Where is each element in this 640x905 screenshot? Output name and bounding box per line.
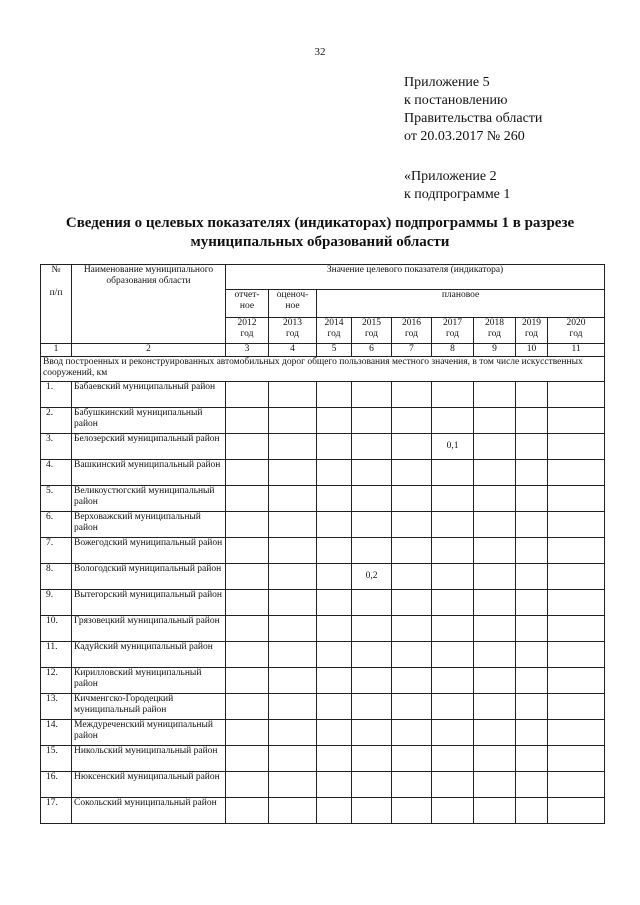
indicator-value-cell bbox=[392, 772, 432, 798]
column-number-cell: 2 bbox=[72, 344, 226, 357]
indicator-value-cell bbox=[474, 434, 516, 460]
header-year-unit: год bbox=[405, 329, 418, 339]
indicator-value-cell bbox=[226, 460, 269, 486]
indicator-value-cell bbox=[317, 642, 352, 668]
indicator-value-cell bbox=[432, 512, 474, 538]
indicator-value-cell bbox=[226, 798, 269, 824]
indicator-value-cell bbox=[432, 694, 474, 720]
appendix-line: Приложение 5 bbox=[404, 75, 490, 90]
header-reported-cell: отчет-ное bbox=[226, 290, 269, 318]
header-year-cell bbox=[392, 318, 432, 344]
indicator-value-cell bbox=[516, 564, 548, 590]
indicator-value-cell bbox=[392, 538, 432, 564]
indicator-value-cell bbox=[474, 642, 516, 668]
row-number: 3. bbox=[41, 434, 72, 460]
indicator-value-cell bbox=[226, 720, 269, 746]
indicator-value-cell bbox=[432, 798, 474, 824]
indicator-value-cell bbox=[548, 798, 605, 824]
indicator-value-cell bbox=[392, 564, 432, 590]
indicator-value-cell bbox=[352, 590, 392, 616]
indicator-value-cell bbox=[269, 616, 317, 642]
header-year-cell bbox=[548, 318, 605, 344]
indicator-value-cell bbox=[226, 434, 269, 460]
indicator-value-cell bbox=[548, 564, 605, 590]
municipality-name: Кадуйский муниципальный район bbox=[72, 642, 226, 668]
indicator-value-cell bbox=[432, 616, 474, 642]
indicator-value-cell bbox=[226, 590, 269, 616]
indicator-value-cell bbox=[317, 616, 352, 642]
appendix-line: от 20.03.2017 № 260 bbox=[404, 129, 525, 144]
indicator-value-cell bbox=[392, 434, 432, 460]
indicator-value-cell bbox=[392, 512, 432, 538]
municipality-name: Вашкинский муниципальный район bbox=[72, 460, 226, 486]
table-row bbox=[41, 746, 605, 772]
indicator-value-cell bbox=[432, 746, 474, 772]
header-num-symbol: № bbox=[51, 265, 61, 275]
indicator-value-cell bbox=[548, 694, 605, 720]
row-number: 17. bbox=[41, 798, 72, 824]
header-planned-cell: плановое bbox=[317, 290, 605, 318]
header-year-cell bbox=[432, 318, 474, 344]
table-row bbox=[41, 720, 605, 746]
indicator-value-cell bbox=[226, 746, 269, 772]
table-row bbox=[41, 486, 605, 512]
indicator-value-cell bbox=[226, 642, 269, 668]
indicator-value-cell bbox=[548, 434, 605, 460]
indicator-value-cell bbox=[548, 616, 605, 642]
indicator-value-cell bbox=[352, 668, 392, 694]
column-number-cell: 11 bbox=[548, 344, 605, 357]
indicator-value-cell bbox=[516, 616, 548, 642]
column-number-cell: 7 bbox=[392, 344, 432, 357]
indicator-value-cell bbox=[269, 798, 317, 824]
indicator-value-cell bbox=[226, 382, 269, 408]
row-number: 9. bbox=[41, 590, 72, 616]
indicator-value-cell bbox=[516, 798, 548, 824]
indicator-value-cell bbox=[474, 590, 516, 616]
indicator-value-cell bbox=[317, 512, 352, 538]
indicator-value-cell bbox=[516, 694, 548, 720]
indicator-value-cell bbox=[269, 512, 317, 538]
indicator-value-cell bbox=[516, 642, 548, 668]
title-line: Сведения о целевых показателях (индикаторах) подпрограммы 1 в разрезе bbox=[65, 215, 575, 231]
page-number: 32 bbox=[314, 46, 326, 58]
indicator-value-cell bbox=[548, 382, 605, 408]
indicator-value-cell bbox=[516, 668, 548, 694]
indicator-value-cell bbox=[269, 408, 317, 434]
indicator-value-cell bbox=[548, 512, 605, 538]
row-number: 6. bbox=[41, 512, 72, 538]
indicator-value-cell bbox=[474, 512, 516, 538]
indicator-value-cell bbox=[352, 720, 392, 746]
municipality-name: Верховажский муниципальный район bbox=[72, 512, 226, 538]
indicator-value-cell bbox=[269, 434, 317, 460]
indicator-value-cell bbox=[432, 668, 474, 694]
municipality-name: Белозерский муниципальный район bbox=[72, 434, 226, 460]
header-year: 2018 bbox=[485, 318, 504, 328]
indicator-value-cell bbox=[317, 772, 352, 798]
indicator-value-cell bbox=[352, 694, 392, 720]
indicator-value-cell bbox=[548, 460, 605, 486]
appendix-gap bbox=[404, 146, 542, 168]
indicator-value-cell bbox=[474, 668, 516, 694]
indicator-value-cell bbox=[474, 798, 516, 824]
row-number: 16. bbox=[41, 772, 72, 798]
indicator-value-cell bbox=[317, 408, 352, 434]
header-year-unit: год bbox=[286, 329, 299, 339]
indicator-value-cell bbox=[516, 538, 548, 564]
indicator-value-cell bbox=[548, 772, 605, 798]
indicator-value-cell bbox=[269, 564, 317, 590]
indicator-value-cell bbox=[392, 460, 432, 486]
municipality-name: Великоустюгский муниципальный район bbox=[72, 486, 226, 512]
row-number: 13. bbox=[41, 694, 72, 720]
indicator-value-cell bbox=[352, 746, 392, 772]
indicator-value-cell bbox=[317, 434, 352, 460]
appendix-line: Правительства области bbox=[404, 111, 543, 126]
indicator-value-cell bbox=[392, 668, 432, 694]
indicator-value-cell bbox=[317, 590, 352, 616]
indicator-value-cell bbox=[432, 720, 474, 746]
indicator-value-cell bbox=[432, 642, 474, 668]
municipality-name: Вожегодский муниципальный район bbox=[72, 538, 226, 564]
indicator-value-cell bbox=[352, 486, 392, 512]
indicator-value-cell bbox=[352, 408, 392, 434]
indicator-value-cell bbox=[432, 772, 474, 798]
table-row bbox=[41, 694, 605, 720]
indicator-value-cell bbox=[317, 668, 352, 694]
indicator-value-cell bbox=[516, 772, 548, 798]
indicator-value-cell bbox=[269, 668, 317, 694]
indicator-value-cell bbox=[317, 694, 352, 720]
indicator-value-cell bbox=[269, 694, 317, 720]
municipality-name: Кичменгско-Городецкий муниципальный район bbox=[72, 694, 226, 720]
indicator-value-cell bbox=[226, 512, 269, 538]
header-year-unit: год bbox=[365, 329, 378, 339]
table-row bbox=[41, 668, 605, 694]
header-year-unit: год bbox=[488, 329, 501, 339]
column-number-cell: 6 bbox=[352, 344, 392, 357]
header-row-top bbox=[41, 265, 605, 290]
indicator-value-cell bbox=[317, 746, 352, 772]
table-row bbox=[41, 798, 605, 824]
indicator-value-cell bbox=[392, 642, 432, 668]
row-number: 11. bbox=[41, 642, 72, 668]
indicator-value-cell bbox=[392, 486, 432, 512]
indicator-value-cell bbox=[352, 642, 392, 668]
header-name-cell: Наименование муниципального образования области bbox=[72, 265, 226, 344]
municipality-name: Никольский муниципальный район bbox=[72, 746, 226, 772]
indicator-value-cell bbox=[548, 486, 605, 512]
indicator-value-cell bbox=[516, 382, 548, 408]
municipality-name: Бабушкинский муниципальный район bbox=[72, 408, 226, 434]
indicator-value-cell bbox=[226, 486, 269, 512]
municipality-name: Сокольский муниципальный район bbox=[72, 798, 226, 824]
indicator-value-cell bbox=[269, 460, 317, 486]
municipality-name: Бабаевский муниципальный район bbox=[72, 382, 226, 408]
indicator-value-cell bbox=[226, 538, 269, 564]
header-year: 2020 bbox=[566, 318, 586, 328]
header-year-cell bbox=[516, 318, 548, 344]
row-number: 15. bbox=[41, 746, 72, 772]
table-row bbox=[41, 538, 605, 564]
row-number: 5. bbox=[41, 486, 72, 512]
indicator-value-cell bbox=[432, 460, 474, 486]
indicator-value-cell bbox=[474, 382, 516, 408]
indicator-value-cell bbox=[548, 720, 605, 746]
indicator-value-cell bbox=[548, 408, 605, 434]
table-row bbox=[41, 434, 605, 460]
header-year-cell bbox=[226, 318, 269, 344]
document-title bbox=[40, 214, 600, 252]
indicator-value-cell: 0,1 bbox=[432, 434, 474, 460]
header-row-column-numbers bbox=[41, 344, 605, 357]
header-year: 2017 bbox=[443, 318, 462, 328]
header-year: 2015 bbox=[362, 318, 381, 328]
indicator-value-cell bbox=[474, 538, 516, 564]
column-number-cell: 5 bbox=[317, 344, 352, 357]
indicator-value-cell bbox=[352, 382, 392, 408]
indicator-value-cell bbox=[474, 746, 516, 772]
table-row bbox=[41, 590, 605, 616]
appendix-line: к постановлению bbox=[404, 93, 508, 108]
header-year: 2014 bbox=[324, 318, 344, 328]
header-estimated-cell: оценоч-ное bbox=[269, 290, 317, 318]
header-year-unit: год bbox=[327, 329, 341, 339]
indicator-value-cell bbox=[269, 772, 317, 798]
header-year: 2013 bbox=[283, 318, 302, 328]
appendix-line: к подпрограмме 1 bbox=[404, 187, 511, 202]
row-number: 2. bbox=[41, 408, 72, 434]
indicator-value-cell bbox=[317, 720, 352, 746]
municipality-name: Междуреченский муниципальный район bbox=[72, 720, 226, 746]
section-row bbox=[41, 357, 605, 382]
indicator-value-cell bbox=[352, 460, 392, 486]
indicator-value-cell bbox=[548, 642, 605, 668]
indicator-value-cell bbox=[269, 486, 317, 512]
indicator-value-cell bbox=[516, 720, 548, 746]
indicator-value-cell bbox=[516, 460, 548, 486]
header-year-cell bbox=[269, 318, 317, 344]
indicator-value-cell bbox=[474, 694, 516, 720]
indicator-value-cell bbox=[432, 564, 474, 590]
indicator-value-cell bbox=[269, 538, 317, 564]
indicator-value-cell bbox=[226, 694, 269, 720]
municipality-name: Кирилловский муниципальный район bbox=[72, 668, 226, 694]
indicator-value-cell bbox=[392, 590, 432, 616]
appendix-block bbox=[404, 74, 542, 204]
table-row bbox=[41, 382, 605, 408]
header-year-unit: год bbox=[569, 329, 583, 339]
indicator-value-cell bbox=[432, 590, 474, 616]
indicator-value-cell bbox=[474, 408, 516, 434]
column-number-cell: 10 bbox=[516, 344, 548, 357]
table-row bbox=[41, 564, 605, 590]
indicator-value-cell bbox=[317, 460, 352, 486]
indicator-value-cell bbox=[548, 590, 605, 616]
indicator-value-cell bbox=[352, 798, 392, 824]
table-row bbox=[41, 616, 605, 642]
indicator-value-cell bbox=[392, 746, 432, 772]
header-value-cell: Значение целевого показателя (индикатора) bbox=[226, 265, 605, 290]
indicator-value-cell bbox=[269, 746, 317, 772]
indicator-value-cell bbox=[516, 512, 548, 538]
municipality-name: Вологодский муниципальный район bbox=[72, 564, 226, 590]
indicator-value-cell bbox=[516, 486, 548, 512]
indicator-value-cell bbox=[352, 538, 392, 564]
indicator-value-cell bbox=[432, 538, 474, 564]
indicator-value-cell bbox=[226, 668, 269, 694]
indicator-value-cell bbox=[317, 564, 352, 590]
municipality-name: Вытегорский муниципальный район bbox=[72, 590, 226, 616]
indicator-value-cell bbox=[226, 616, 269, 642]
header-year-unit: год bbox=[240, 329, 254, 339]
indicator-value-cell bbox=[432, 486, 474, 512]
header-year: 2016 bbox=[402, 318, 421, 328]
indicator-value-cell bbox=[474, 564, 516, 590]
indicator-value-cell bbox=[226, 564, 269, 590]
row-number: 4. bbox=[41, 460, 72, 486]
row-number: 10. bbox=[41, 616, 72, 642]
indicator-value-cell bbox=[474, 460, 516, 486]
row-number: 1. bbox=[41, 382, 72, 408]
column-number-cell: 8 bbox=[432, 344, 474, 357]
indicator-value-cell bbox=[317, 798, 352, 824]
row-number: 12. bbox=[41, 668, 72, 694]
indicator-value-cell bbox=[548, 746, 605, 772]
header-year-cell bbox=[317, 318, 352, 344]
row-number: 8. bbox=[41, 564, 72, 590]
indicator-value-cell bbox=[352, 434, 392, 460]
indicator-value-cell bbox=[226, 408, 269, 434]
header-num-cell bbox=[41, 265, 72, 344]
column-number-cell: 1 bbox=[41, 344, 72, 357]
indicator-value-cell bbox=[269, 590, 317, 616]
indicator-value-cell bbox=[269, 642, 317, 668]
table-row bbox=[41, 408, 605, 434]
indicator-value-cell bbox=[269, 720, 317, 746]
municipality-name: Нюксенский муниципальный район bbox=[72, 772, 226, 798]
indicator-value-cell bbox=[226, 772, 269, 798]
header-year: 2019 bbox=[522, 318, 541, 328]
table-row bbox=[41, 772, 605, 798]
indicator-value-cell bbox=[392, 382, 432, 408]
indicators-table bbox=[40, 264, 605, 824]
row-number: 7. bbox=[41, 538, 72, 564]
section-label: Ввод построенных и реконструированных автомобильных дорог общего пользования местного значения, в том числе искусственных сооружений, км bbox=[41, 357, 605, 382]
indicator-value-cell bbox=[352, 616, 392, 642]
indicator-value-cell: 0,2 bbox=[352, 564, 392, 590]
indicator-value-cell bbox=[392, 798, 432, 824]
table-row bbox=[41, 512, 605, 538]
indicator-value-cell bbox=[317, 486, 352, 512]
indicator-value-cell bbox=[548, 668, 605, 694]
indicator-value-cell bbox=[432, 408, 474, 434]
indicator-value-cell bbox=[392, 616, 432, 642]
indicator-value-cell bbox=[516, 590, 548, 616]
indicator-value-cell bbox=[432, 382, 474, 408]
header-year-cell bbox=[352, 318, 392, 344]
column-number-cell: 9 bbox=[474, 344, 516, 357]
header-num-label: п/п bbox=[49, 288, 63, 298]
header-year-unit: год bbox=[446, 329, 459, 339]
row-number: 14. bbox=[41, 720, 72, 746]
indicator-value-cell bbox=[474, 486, 516, 512]
indicator-value-cell bbox=[392, 694, 432, 720]
indicator-value-cell bbox=[474, 720, 516, 746]
indicator-value-cell bbox=[317, 382, 352, 408]
indicator-value-cell bbox=[352, 772, 392, 798]
table-row bbox=[41, 460, 605, 486]
appendix-line: «Приложение 2 bbox=[404, 169, 497, 184]
municipality-name: Грязовецкий муниципальный район bbox=[72, 616, 226, 642]
header-year: 2012 bbox=[237, 318, 257, 328]
indicator-value-cell bbox=[474, 772, 516, 798]
header-year-unit: год bbox=[525, 329, 538, 339]
indicator-value-cell bbox=[392, 408, 432, 434]
title-line: муниципальных образований области bbox=[190, 234, 450, 250]
column-number-cell: 3 bbox=[226, 344, 269, 357]
indicator-value-cell bbox=[392, 720, 432, 746]
indicator-value-cell bbox=[516, 408, 548, 434]
column-number-cell: 4 bbox=[269, 344, 317, 357]
indicator-value-cell bbox=[516, 434, 548, 460]
indicator-value-cell bbox=[548, 538, 605, 564]
indicator-value-cell bbox=[474, 616, 516, 642]
indicator-value-cell bbox=[317, 538, 352, 564]
indicator-value-cell bbox=[516, 746, 548, 772]
indicator-value-cell bbox=[269, 382, 317, 408]
table-row bbox=[41, 642, 605, 668]
header-year-cell bbox=[474, 318, 516, 344]
indicator-value-cell bbox=[352, 512, 392, 538]
